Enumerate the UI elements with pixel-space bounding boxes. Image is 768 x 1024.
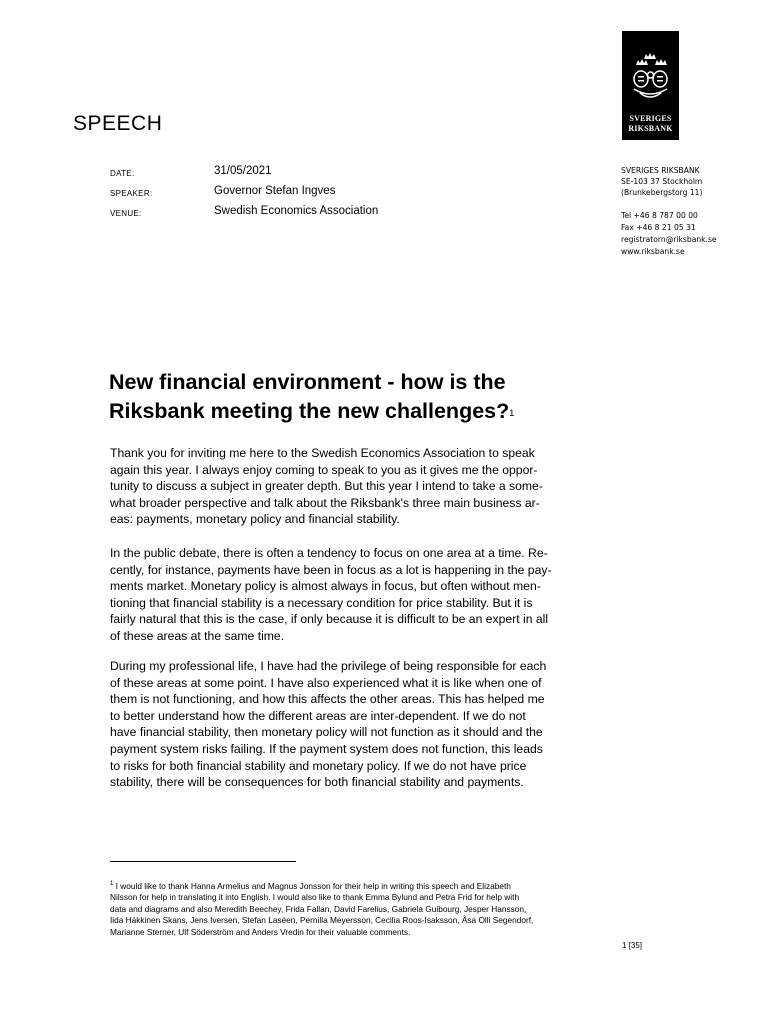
- address-name: SVERIGES RIKSBANK: [621, 166, 700, 175]
- paragraph-3: [110, 658, 584, 791]
- p1-line: eas: payments, monetary policy and financial stability.: [110, 512, 400, 527]
- p2-line: cently, for instance, payments have been in focus as a lot is happening in the pay-: [110, 562, 552, 577]
- p3-line: stability, there will be consequences for both financial stability and payments.: [110, 775, 524, 790]
- p3-line: of these areas at some point. I have also experienced what it is like when one of: [110, 675, 542, 690]
- venue-value: Swedish Economics Association: [214, 205, 379, 217]
- document-type: SPEECH: [73, 112, 163, 135]
- p2-line: In the public debate, there is often a tendency to focus on one area at a time. Re-: [110, 546, 548, 560]
- paragraph-1: [110, 445, 584, 528]
- p1-line: what broader perspective and talk about the Riksbank's three main business ar-: [110, 495, 540, 510]
- date-value: 31/05/2021: [214, 165, 272, 177]
- p1-line: Thank you for inviting me here to the Swedish Economics Association to speak: [110, 446, 535, 460]
- footnote-line: I would like to thank Hanna Armelius and Magnus Jonsson for their help in writing this speech and Elizabeth: [113, 880, 511, 891]
- address-fax: Fax +46 8 21 05 31: [621, 223, 696, 232]
- page-number: 1 [35]: [622, 941, 643, 950]
- address-web[interactable]: www.riksbank.se: [621, 247, 685, 256]
- speaker-value: Governor Stefan Ingves: [214, 185, 336, 197]
- footnote: [110, 879, 586, 938]
- p2-line: tioning that financial stability is a necessary condition for price stability. But it is: [110, 595, 533, 610]
- p3-line: to better understand how the different areas are inter-dependent. If we do not: [110, 708, 526, 723]
- p3-line: them is not functioning, and how this affects the other areas. This has helped me: [110, 692, 545, 707]
- venue-label: VENUE:: [110, 209, 142, 218]
- p1-line: tunity to discuss a subject in greater depth. But this year I intend to take a some-: [110, 479, 543, 494]
- address-email[interactable]: registratorn@riksbank.se: [621, 235, 717, 244]
- p3-line: have financial stability, then monetary policy will not function as it should and the: [110, 725, 543, 740]
- p3-line: to risks for both financial stability and monetary policy. If we do not have price: [110, 758, 527, 773]
- riksbank-logo: [622, 31, 679, 140]
- footnote-ref[interactable]: 1: [509, 408, 515, 418]
- address-postal: SE-103 37 Stockholm: [621, 177, 703, 186]
- speaker-label: SPEAKER:: [110, 189, 153, 198]
- p2-line: ments market. Monetary policy is almost always in focus, but often without men-: [110, 579, 541, 594]
- footnote-divider: [110, 861, 296, 862]
- p1-line: again this year. I always enjoy coming to speak to you as it gives me the oppor-: [110, 462, 538, 477]
- paragraph-2: [110, 545, 584, 645]
- date-label: DATE:: [110, 169, 135, 178]
- address-tel: Tel +46 8 787 00 00: [621, 211, 698, 220]
- title-line-1: New financial environment - how is the: [109, 370, 506, 394]
- footnote-line: Iida Häkkinen Skans, Jens Iversen, Stefan Laséen, Pernilla Meyersson, Cecilia Roos-Isaksson, Åsa Olli Segendorf,: [110, 915, 534, 926]
- p3-line: payment system risks failing. If the payment system does not function, this leads: [110, 741, 543, 756]
- speech-title: [109, 368, 609, 428]
- logo-text-sveriges: SVERIGES: [629, 114, 672, 123]
- footnote-line: Nilsson for help in translating it into English. I would also like to thank Emma Bylund and Petra Frid for help with: [110, 892, 520, 903]
- logo-text-riksbank: RIKSBANK: [628, 124, 673, 133]
- footnote-line: Marianne Sterner, Ulf Söderström and Anders Vredin for their valuable comments.: [110, 926, 411, 937]
- footnote-line: data and diagrams and also Meredith Beechey, Frida Fallan, David Farelius, Gabriela Guibourg, Jesper Hansson,: [110, 903, 527, 914]
- footnote-marker: 1: [110, 881, 114, 887]
- title-line-2: Riksbank meeting the new challenges?: [109, 399, 510, 423]
- address-street: (Brunkebergstorg 11): [621, 188, 703, 197]
- p3-line: During my professional life, I have had the privilege of being responsible for each: [110, 659, 547, 673]
- p2-line: of these areas at the same time.: [110, 628, 285, 643]
- p2-line: fairly natural that this is the case, if only because it is difficult to be an expert in all: [110, 612, 549, 627]
